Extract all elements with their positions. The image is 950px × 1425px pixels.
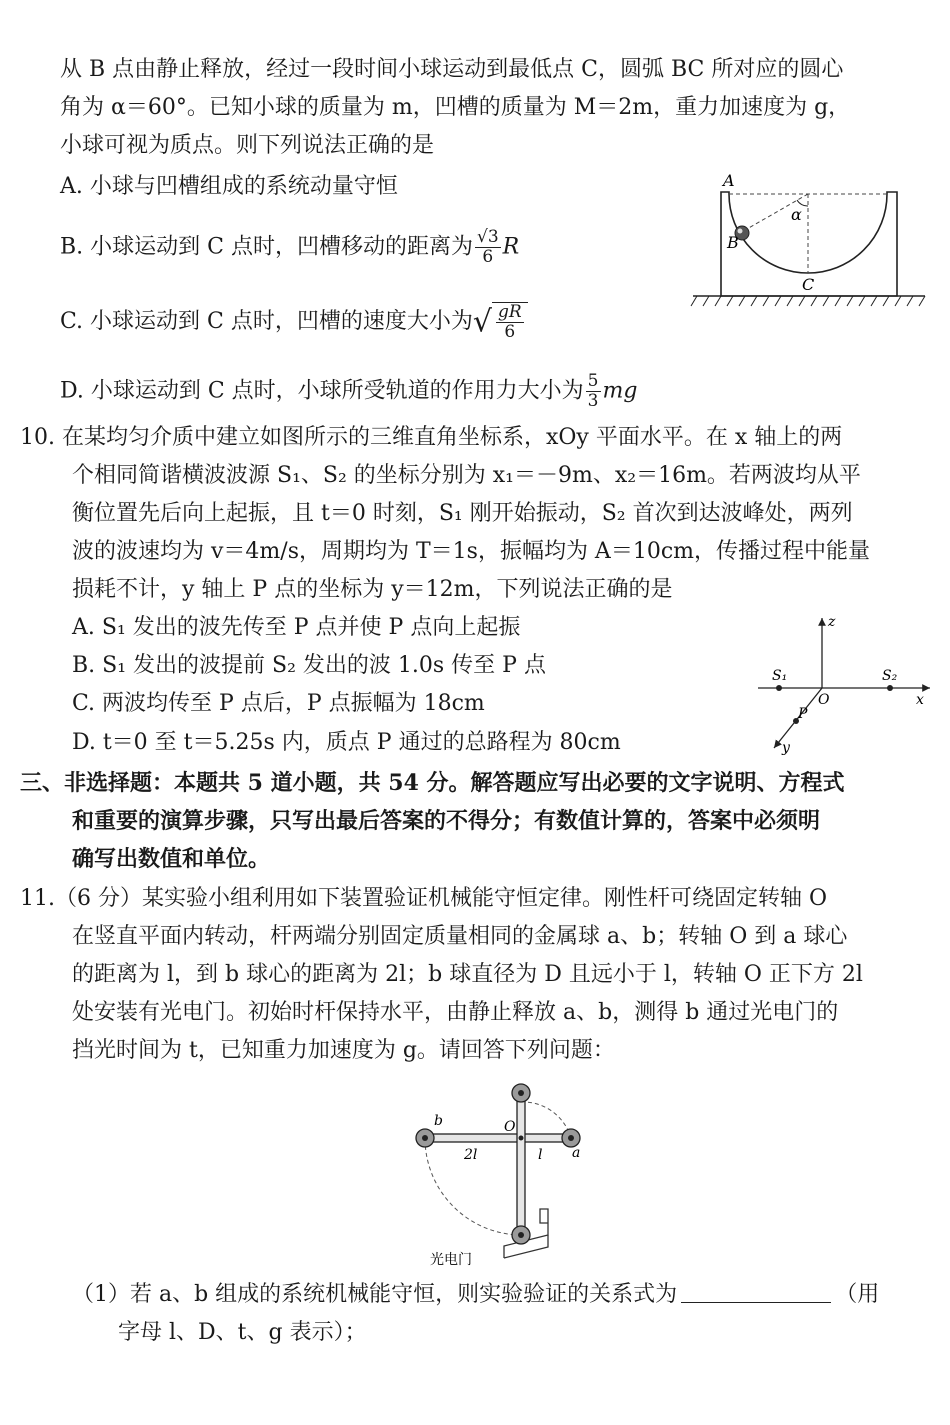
q11-sub1 — [72, 1280, 879, 1310]
label-c: C — [802, 275, 815, 294]
q9-option-c-den: 6 — [504, 322, 516, 342]
q9-stem-line1: 从 B 点由静止释放，经过一段时间小球运动到最低点 C，圆弧 BC 所对应的圆心 — [60, 57, 844, 82]
label-2l: 2l — [464, 1147, 478, 1163]
section3-line1: 三、非选择题：本题共 5 道小题，共 54 分。解答题应写出必要的文字说明、方程式 — [20, 770, 845, 796]
q11-line3: 的距离为 l，到 b 球心的距离为 2l；b 球直径为 D 且远小于 l，转轴 O 正下方 2l — [72, 962, 863, 987]
q9-option-c-sqrt: √ $\frac{gR}{6}$ — [473, 302, 528, 342]
label-o: O — [818, 692, 830, 708]
q11-line5: 挡光时间为 t，已知重力加速度为 g。请回答下列问题： — [72, 1038, 615, 1063]
label-alpha: α — [791, 205, 802, 224]
label-b: B — [727, 233, 739, 252]
q9-option-c-prefix: C. 小球运动到 C 点时，凹槽的速度大小为 — [60, 309, 473, 334]
q9-option-b-prefix: B. 小球运动到 C 点时，凹槽移动的距离为 — [60, 234, 473, 260]
q10-line1: 10. 在某均匀介质中建立如图所示的三维直角坐标系，xOy 平面水平。在 x 轴上的两 — [20, 425, 843, 450]
q11-sub1-line2: 字母 l、D、t、g 表示）； — [118, 1320, 367, 1345]
label-l: l — [538, 1147, 543, 1163]
q10-line4: 波的波速均为 v＝4m/s，周期均为 T＝1s，振幅均为 A＝10cm，传播过程中能量 — [72, 539, 870, 564]
q10-line2: 个相同简谐横波波源 S₁、S₂ 的坐标分别为 x₁＝－9m、x₂＝16m。若两波均从平 — [72, 463, 861, 488]
q11-line2: 在竖直平面内转动，杆两端分别固定质量相同的金属球 a、b；转轴 O 到 a 球心 — [72, 924, 848, 949]
label-a: A — [723, 171, 735, 190]
section3-line2: 和重要的演算步骤，只写出最后答案的不得分；有数值计算的，答案中必须明 — [72, 808, 821, 834]
label-s1: S₁ — [772, 668, 788, 684]
label-a: a — [572, 1145, 581, 1161]
q10-line5: 损耗不计，y 轴上 P 点的坐标为 y＝12m，下列说法正确的是 — [72, 577, 673, 602]
s1-point — [776, 685, 782, 691]
q9-option-d-prefix: D. 小球运动到 C 点时，小球所受轨道的作用力大小为 — [60, 378, 584, 404]
label-y: y — [782, 740, 790, 756]
q9-stem-line2: 角为 α＝60°。已知小球的质量为 m，凹槽的质量为 M＝2m，重力加速度为 g， — [60, 95, 851, 120]
ground-hatch — [691, 296, 925, 306]
vertical-rod — [517, 1100, 525, 1235]
q9-option-c — [60, 302, 528, 342]
q9-option-d-fraction — [586, 372, 601, 411]
q10-option-b: B. S₁ 发出的波提前 S₂ 发出的波 1.0s 传至 P 点 — [72, 653, 546, 678]
label-photogate: 光电门 — [430, 1252, 472, 1268]
section3-line3: 确写出数值和单位。 — [72, 846, 271, 872]
q9-option-b-num: √3 — [476, 227, 499, 247]
q9-option-b-fraction — [475, 228, 501, 267]
q9-option-b-den: 6 — [482, 247, 494, 267]
q11-sub1-part1: （1）若 a、b 组成的系统机械能守恒，则实验验证的关系式为 — [72, 1282, 678, 1307]
s2-point — [887, 685, 893, 691]
q10-line3: 衡位置先后向上起振，且 t＝0 时刻，S₁ 刚开始振动，S₂ 首次到达波峰处，两列 — [72, 501, 853, 526]
q10-axes-figure — [752, 610, 942, 760]
q10-option-c: C. 两波均传至 P 点后，P 点振幅为 18cm — [72, 691, 485, 716]
q9-option-b-suffix: R — [502, 234, 520, 260]
label-b: b — [434, 1113, 443, 1129]
q9-option-d-suffix: mg — [602, 378, 638, 404]
q11-sub1-part2: （用 — [835, 1282, 880, 1307]
label-p: P — [798, 706, 808, 722]
q10-option-d: D. t＝0 至 t＝5.25s 内，质点 P 通过的总路程为 80cm — [72, 730, 621, 755]
label-o: O — [504, 1119, 516, 1135]
q11-line1: 11.（6 分）某实验小组利用如下装置验证机械能守恒定律。刚性杆可绕固定转轴 O — [20, 886, 828, 911]
q9-option-d — [60, 372, 637, 411]
q9-stem-line3: 小球可视为质点。则下列说法正确的是 — [60, 133, 435, 158]
q9-option-a: A. 小球与凹槽组成的系统动量守恒 — [60, 174, 398, 199]
label-z: z — [828, 614, 836, 630]
q9-option-d-num: 5 — [587, 371, 599, 391]
q9-option-d-den: 3 — [587, 391, 599, 411]
label-x: x — [916, 692, 924, 708]
label-s2: S₂ — [882, 668, 898, 684]
q11-rod-figure — [408, 1075, 588, 1275]
answer-blank[interactable] — [681, 1280, 831, 1303]
horizontal-rod — [425, 1134, 571, 1142]
q9-groove-figure — [685, 170, 930, 310]
q11-line4: 处安装有光电门。初始时杆保持水平，由静止释放 a、b，测得 b 通过光电门的 — [72, 1000, 839, 1025]
q9-option-c-num: gR — [497, 302, 522, 322]
q10-option-a: A. S₁ 发出的波先传至 P 点并使 P 点向上起振 — [72, 615, 521, 640]
q9-option-b — [60, 228, 519, 267]
pivot-o — [519, 1136, 524, 1141]
